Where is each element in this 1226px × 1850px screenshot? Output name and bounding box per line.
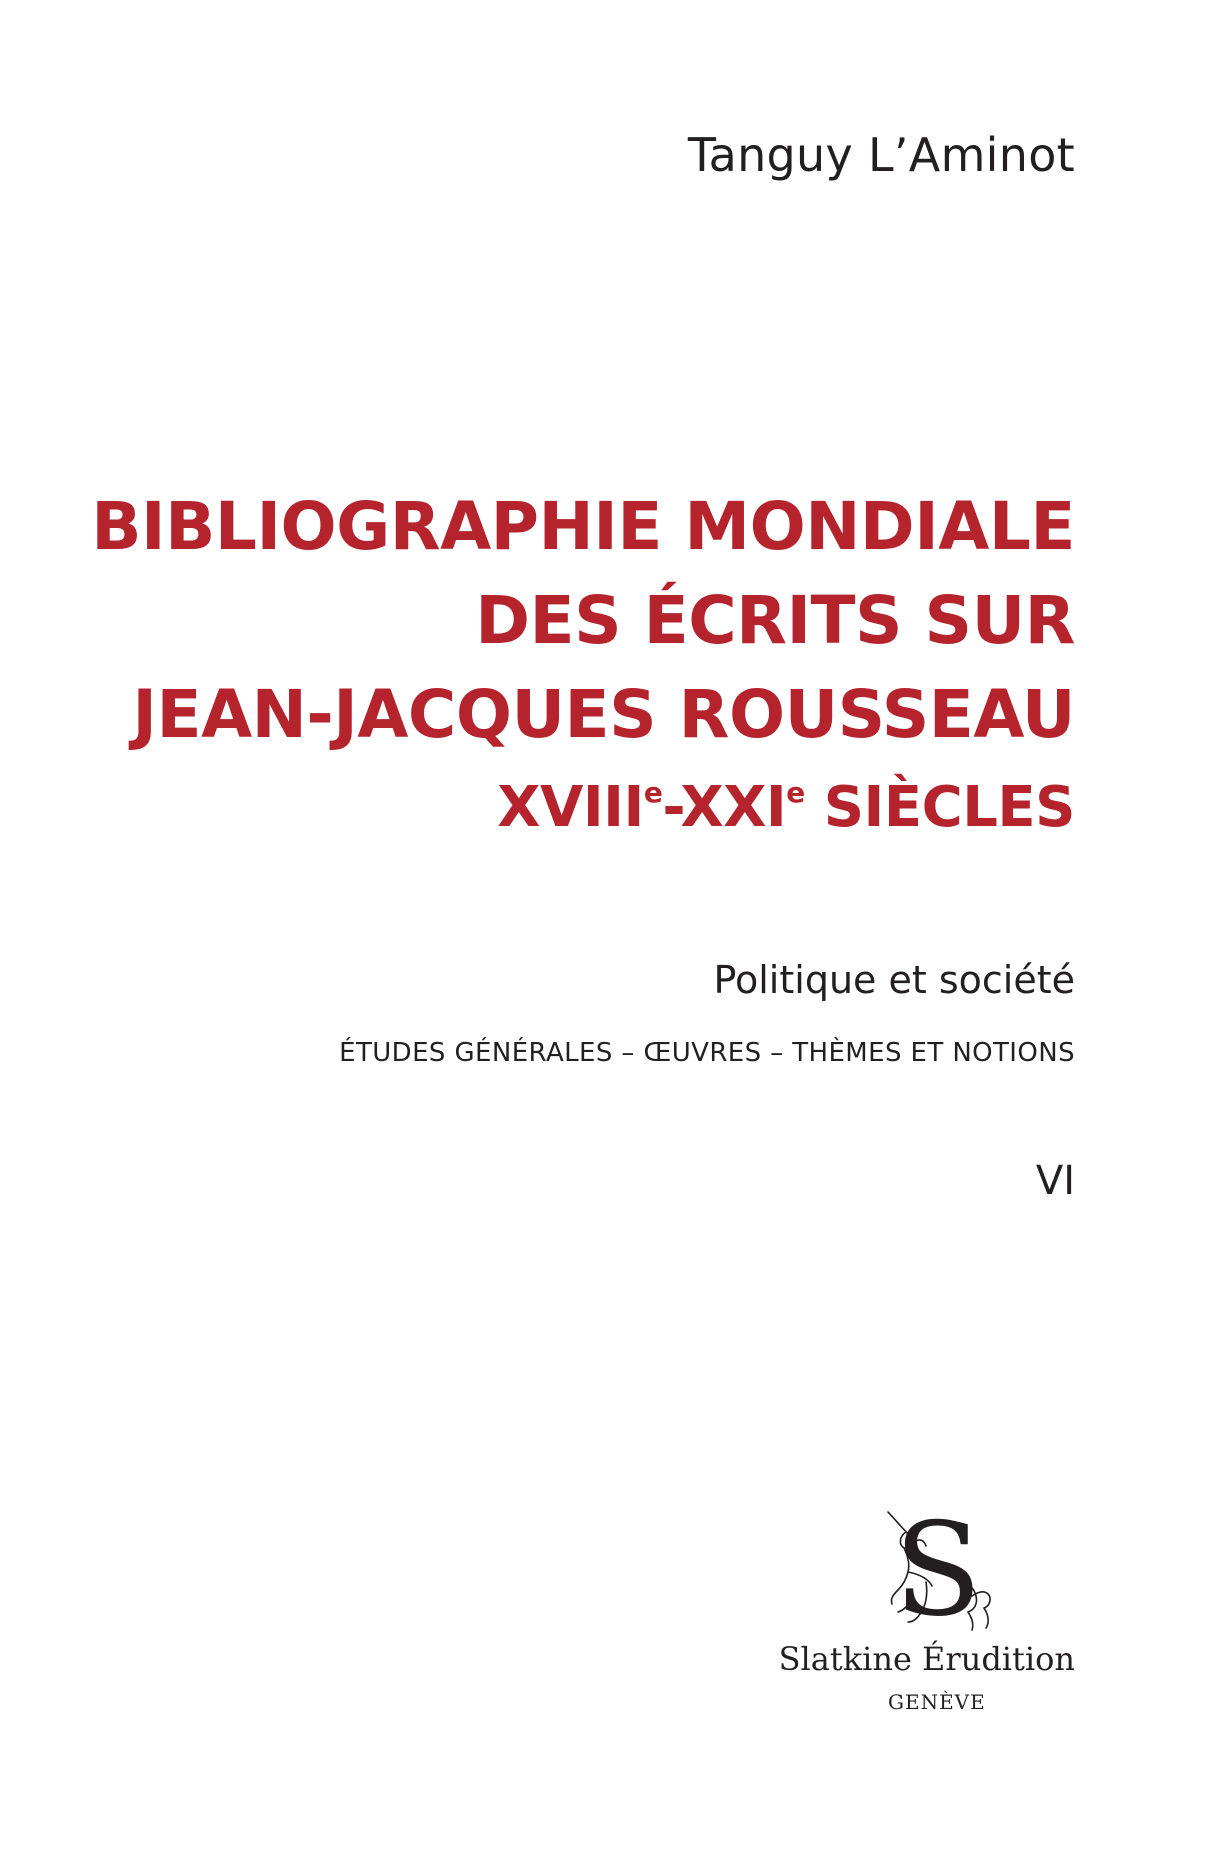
publisher-city: GENÈVE: [888, 1690, 986, 1714]
title-line-2: DES ÉCRITS SUR: [475, 582, 1075, 659]
logo-letter: S: [894, 1498, 982, 1645]
centuries-line: [497, 775, 1075, 840]
title-line-1: BIBLIOGRAPHIE MONDIALE: [91, 488, 1075, 565]
author-name: Tanguy L’Aminot: [687, 128, 1075, 182]
sections-list: ÉTUDES GÉNÉRALES – ŒUVRES – THÈMES ET NOTIONS: [339, 1038, 1075, 1068]
centuries-word: SIÈCLES: [804, 775, 1075, 840]
century-start-superscript: e: [643, 776, 663, 809]
volume-number: VI: [1035, 1158, 1075, 1204]
century-start: XVIII: [497, 775, 644, 840]
publisher-name: Slatkine Érudition: [778, 1640, 1075, 1678]
century-end: XXI: [680, 775, 787, 840]
century-separator: -: [662, 775, 681, 840]
title-line-3: JEAN-JACQUES ROUSSEAU: [132, 676, 1075, 753]
century-end-superscript: e: [786, 776, 805, 809]
subtitle: Politique et société: [713, 958, 1075, 1002]
unicorn-s-logo-icon: [868, 1498, 1000, 1650]
book-title: [91, 480, 1075, 762]
